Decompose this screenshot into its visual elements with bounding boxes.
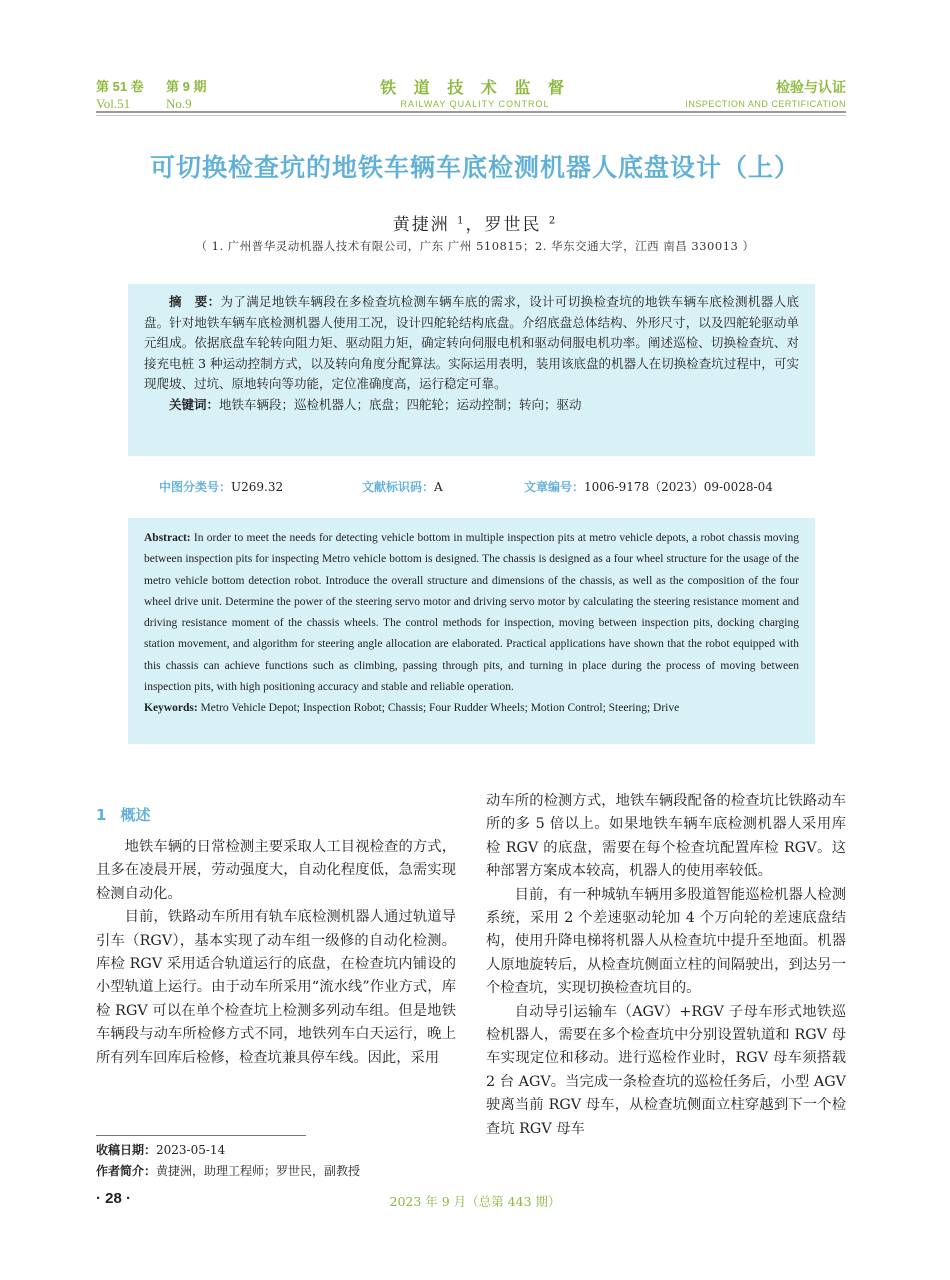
journal-name-cn: 铁 道 技 术 监 督 [380, 78, 570, 97]
volume-cn: 第 51 卷 [96, 79, 144, 94]
footnote-divider [96, 1135, 306, 1136]
article-number-value: 1006-9178（2023）09-0028-04 [584, 480, 773, 494]
article-number-label: 文章编号： [524, 480, 585, 494]
author-1: 黄捷洲 [392, 215, 450, 235]
author-2: 罗世民 [484, 215, 542, 235]
abstract-en-box [128, 518, 815, 744]
paragraph: 目前，有一种城轨车辆用多股道智能巡检机器人检测系统，采用 2 个差速驱动轮加 4 个万向轮的差速底盘结构，使用升降电梯将机器人从检查坑中提升至地面。机器人原地旋转后，从检查坑侧面立柱的间隔驶出，到达另一个检查坑，实现切换检查坑目的。 [486, 886, 846, 997]
section-name-en: INSPECTION AND CERTIFICATION [685, 99, 846, 109]
body-column-left [96, 836, 456, 1070]
header-volume-issue [96, 78, 206, 112]
abstract-cn-box [128, 284, 815, 456]
paragraph: 目前，铁路动车所用有轨车底检测机器人通过轨道导引车（RGV），基本实现了动车组一级修的自动化检测。库检 RGV 采用适合轨道运行的底盘，在检查坑内铺设的小型轨道上运行。由于动车所采用“流水线”作业方式，库检 RGV 可以在单个检查坑上检测多列动车组。但是地铁车辆段与动车所检修方式不同，地铁列车白天运行，晚上所有列车回库后检修，检查坑兼具停车线。因此，采用 [96, 909, 456, 1066]
paragraph: 地铁车辆的日常检测主要采取人工目视检查的方式，且多在凌晨开展，劳动强度大，自动化程度低，急需实现检测自动化。 [96, 839, 456, 902]
abstract-cn-label: 摘 要： [169, 294, 221, 309]
footnote [96, 1140, 360, 1182]
abstract-en-text: In order to meet the needs for detecting vehicle bottom in multiple inspection pits at metro vehicle depots, a robot chassis moving between inspection pits for inspecting Metro vehicle bottom is designed. The chassis is designed as a four wheel structure for the usage of the metro vehicle bottom detection robot. Introduce the overall structure and dimensions of the chassis, as well as the composition of the four wheel drive unit. Determine the power of the steering servo motor and driving servo motor by calculating the steering resistance moment and driving resistance moment of the chassis wheels. The control methods for inspection, moving between inspection pits, docking charging station movement, and algorithm for steering angle allocation are elaborated. Practical applications have shown that the robot equipped with this chassis can achieve functions such as climbing, passing through pits, and turning in place during the process of moving between inspection pits, with high positioning accuracy and stable and reliable operation. [144, 532, 799, 694]
received-date: 2023-05-14 [156, 1143, 226, 1157]
article-title: 可切换检查坑的地铁车辆车底检测机器人底盘设计（上） [149, 153, 800, 182]
issue-footer: 2023 年 9 月（总第 443 期） [389, 1194, 561, 1209]
paragraph: 动车所的检测方式，地铁车辆段配备的检查坑比铁路动车所的多 5 倍以上。如果地铁车辆车底检测机器人采用库检 RGV 的底盘，需要在每个检查坑配置库检 RGV。这种部署方案成本较高，机器人的使用率较低。 [486, 793, 846, 880]
issue-cn: 第 9 期 [166, 79, 207, 94]
section-title: 概述 [120, 806, 151, 824]
issue-en: No.9 [166, 96, 192, 111]
author-line [0, 210, 950, 235]
keywords-en: Metro Vehicle Depot; Inspection Robot; Chassis; Four Rudder Wheels; Motion Control; Steering; Drive [200, 702, 680, 715]
header-divider [96, 111, 846, 113]
doc-code-label: 文献标识码： [362, 480, 435, 494]
body-column-right [486, 790, 846, 1141]
keywords-cn: 地铁车辆段；巡检机器人；底盘；四舵轮；运动控制；转向；驱动 [219, 396, 582, 412]
header-divider-thin [96, 115, 846, 116]
keywords-cn-label: 关键词： [169, 396, 220, 412]
clc-label: 中图分类号： [159, 480, 232, 494]
received-label: 收稿日期： [96, 1143, 157, 1157]
paragraph: 自动导引运输车（AGV）+RGV 子母车形式地铁巡检机器人，需要在多个检查坑中分别设置轨道和 RGV 母车实现定位和移动。进行巡检作业时，RGV 母车须搭载 2 台 AGV。当完成一条检查坑的巡检任务后，小型 AGV 驶离当前 RGV 母车，从检查坑侧面立柱穿越到下一个检查坑 RGV 母车 [486, 1003, 846, 1137]
section-name [685, 78, 846, 111]
keywords-en-label: Keywords: [144, 702, 198, 715]
page-number: · 28 · [96, 1190, 132, 1207]
affiliations: （ 1. 广州普华灵动机器人技术有限公司，广东 广州 510815；2. 华东交通大学，江西 南昌 330013 ） [195, 239, 755, 253]
author-separator: ， [465, 215, 485, 235]
abstract-en-label: Abstract: [144, 532, 191, 544]
author-bio: 黄捷洲，助理工程师；罗世民，副教授 [156, 1164, 361, 1178]
journal-name-en: RAILWAY QUALITY CONTROL [400, 99, 550, 109]
clc-value: U269.32 [231, 480, 284, 494]
volume-en: Vol.51 [96, 96, 131, 111]
doc-code-value: A [434, 480, 443, 494]
section-name-cn: 检验与认证 [776, 80, 846, 96]
section-number: 1 [96, 806, 107, 824]
author-2-affil-mark: 2 [548, 215, 558, 227]
abstract-cn-text: 为了满足地铁车辆段在多检查坑检测车辆车底的需求，设计可切换检查坑的地铁车辆车底检测机器人底盘。针对地铁车辆车底检测机器人使用工况，设计四舵轮结构底盘。介绍底盘总体结构、外形尺寸，以及四舵轮驱动单元组成。依据底盘车轮转向阻力矩、驱动阻力矩，确定转向伺服电机和驱动伺服电机功率。阐述巡检、切换检查坑、对接充电桩 3 种运动控制方式，以及转向角度分配算法。实际运用表明，装用该底盘的机器人在切换检查坑过程中，可实现爬坡、过坑、原地转向等功能，定位准确度高，运行稳定可靠。 [144, 294, 799, 391]
author-1-affil-mark: 1 [457, 215, 466, 227]
journal-name [330, 78, 620, 111]
section-heading [96, 804, 164, 825]
author-bio-label: 作者简介： [96, 1164, 157, 1178]
